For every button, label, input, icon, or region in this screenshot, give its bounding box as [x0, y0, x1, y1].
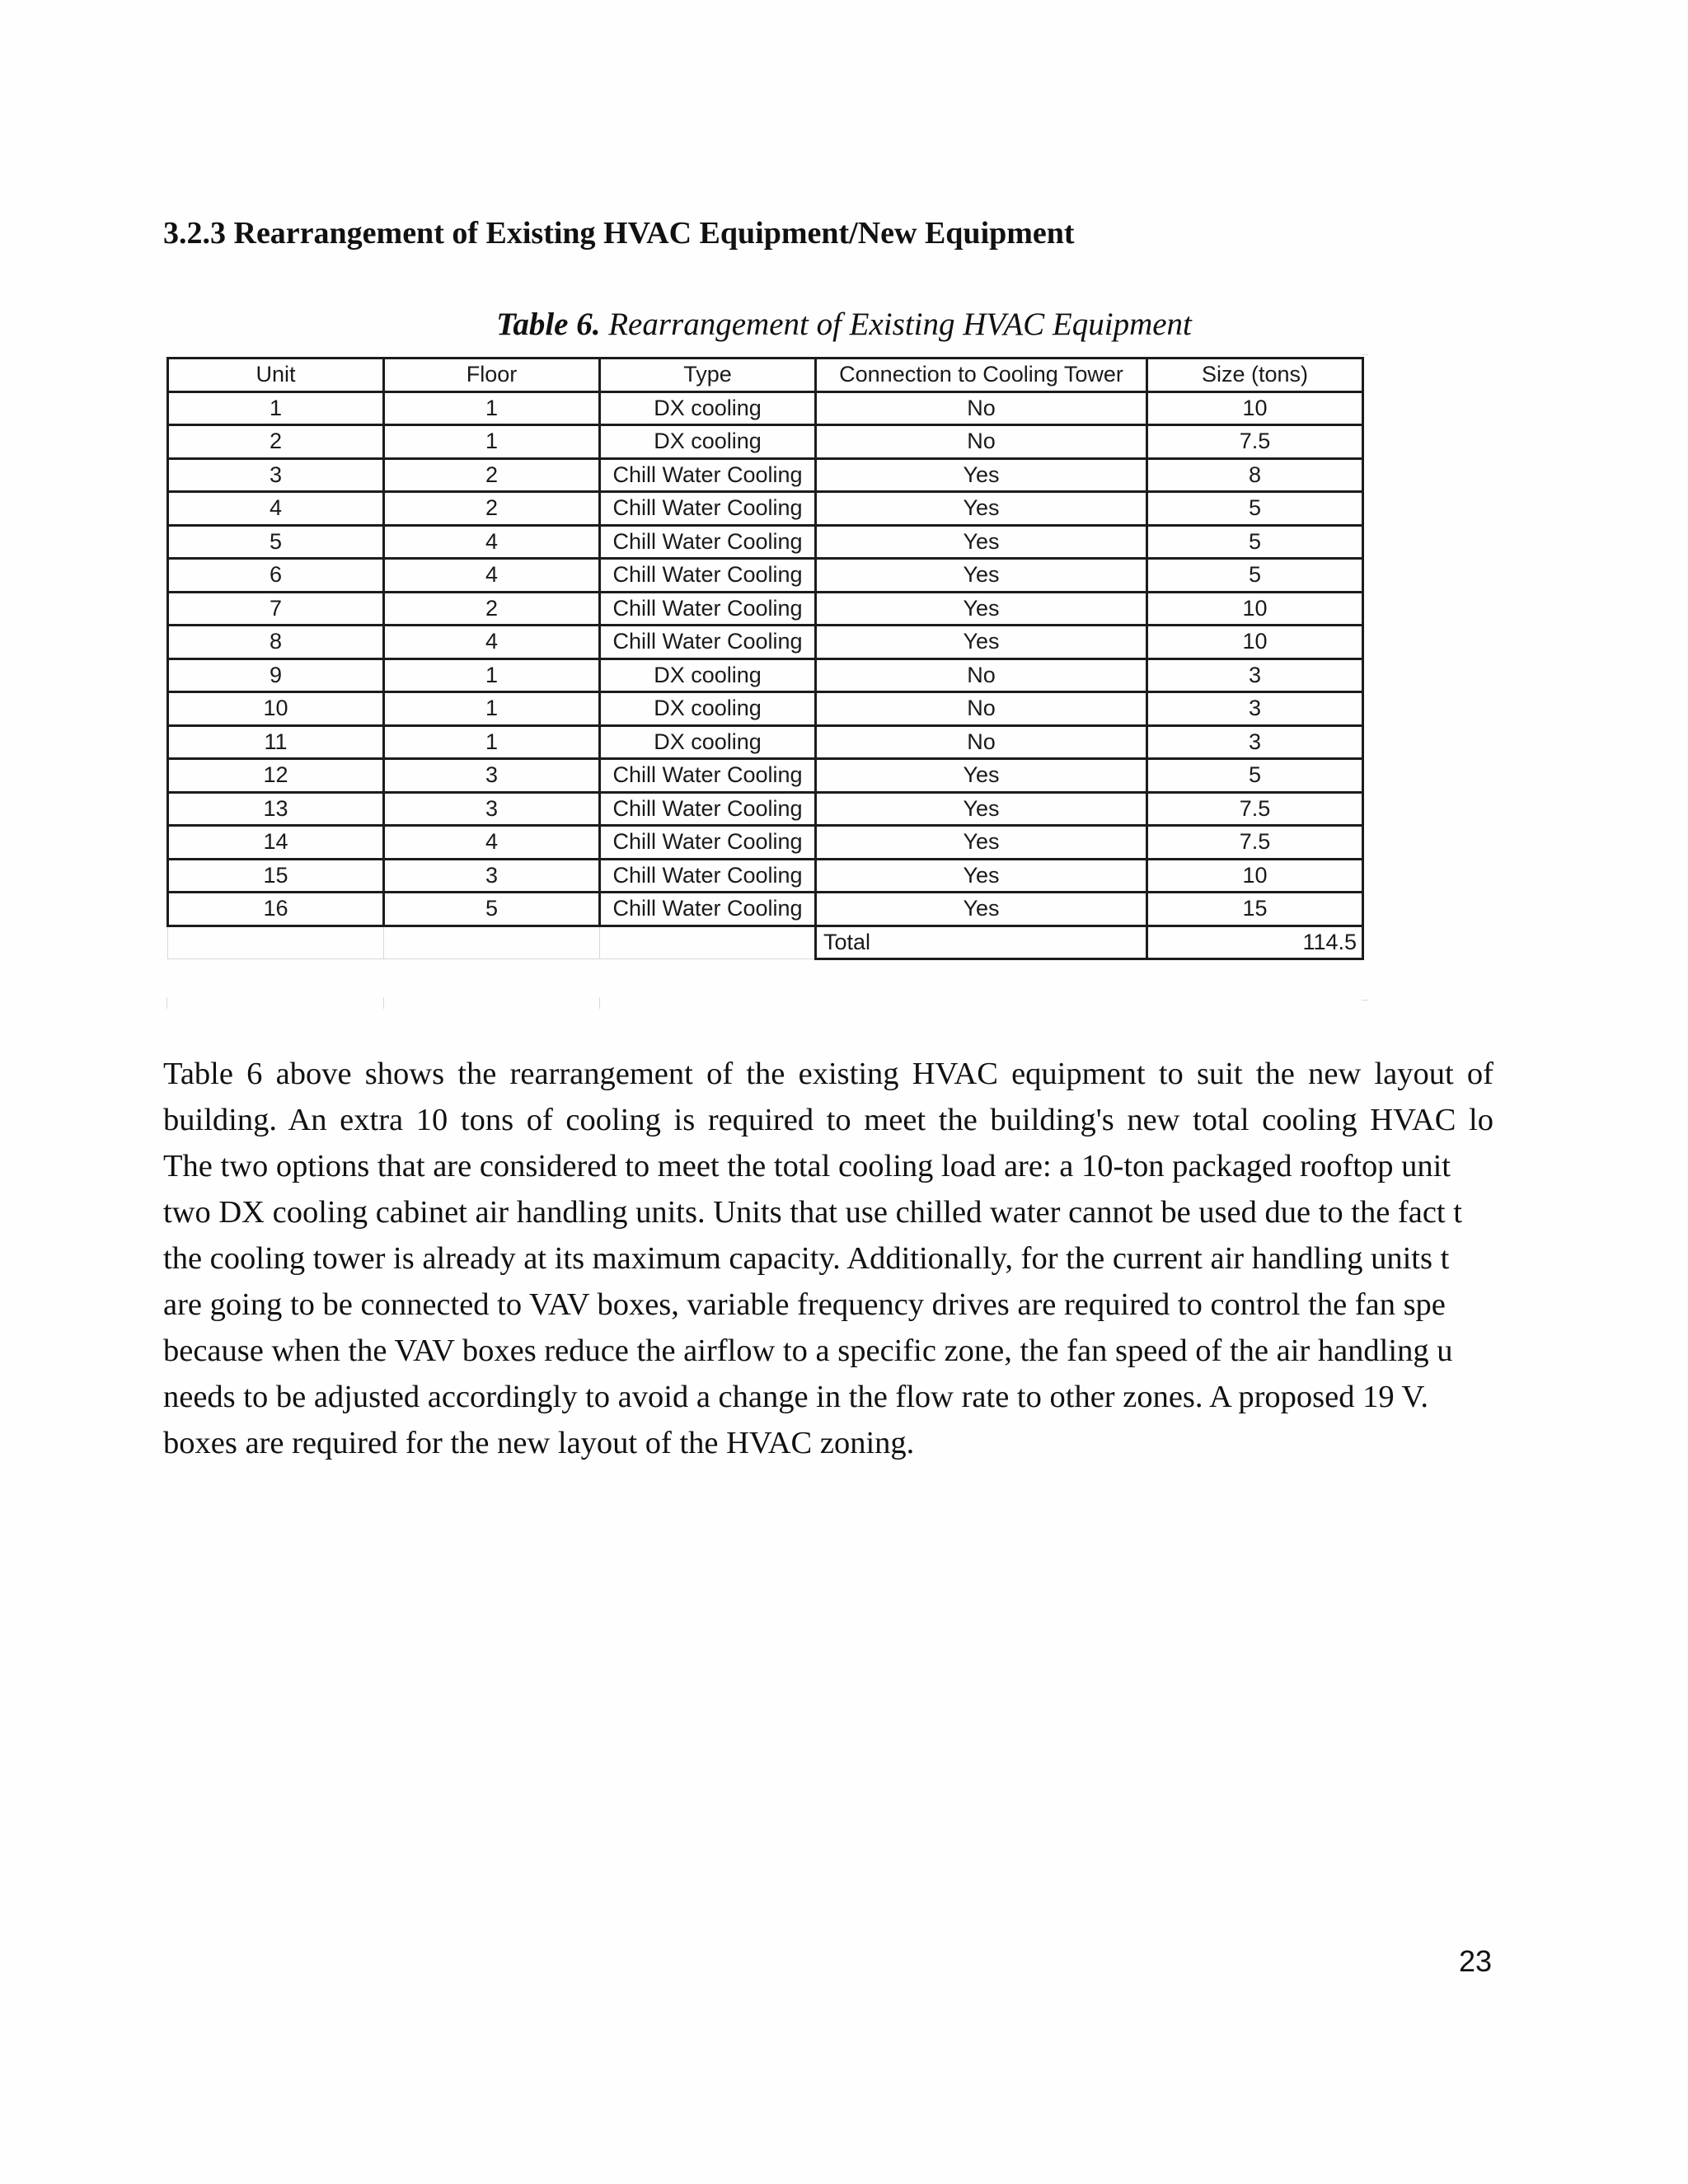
cell-unit: 8 — [168, 626, 384, 659]
table-row — [168, 692, 1363, 726]
cell-type: Chill Water Cooling — [600, 458, 816, 492]
cell-unit: 16 — [168, 893, 384, 926]
cell-size: 10 — [1147, 592, 1363, 626]
cell-size: 15 — [1147, 893, 1363, 926]
table-body — [168, 391, 1363, 926]
cell-floor: 4 — [384, 626, 600, 659]
table-caption-label: Table 6. — [496, 307, 601, 342]
paragraph-line: two DX cooling cabinet air handling units. Units that use chilled water cannot be used due to the fact t — [163, 1195, 1462, 1230]
cell-unit: 2 — [168, 425, 384, 459]
cell-floor: 5 — [384, 893, 600, 926]
cell-connection: Yes — [816, 592, 1147, 626]
cell-floor: 1 — [384, 391, 600, 425]
cell-connection: Yes — [816, 859, 1147, 893]
column-header-floor: Floor — [384, 359, 600, 392]
cell-type: Chill Water Cooling — [600, 525, 816, 559]
cell-type: Chill Water Cooling — [600, 592, 816, 626]
cell-unit: 7 — [168, 592, 384, 626]
cell-size: 7.5 — [1147, 425, 1363, 459]
cell-unit: 13 — [168, 792, 384, 826]
cell-connection: Yes — [816, 626, 1147, 659]
cell-size: 3 — [1147, 658, 1363, 692]
total-label: Total — [816, 926, 1147, 959]
cell-connection: No — [816, 391, 1147, 425]
cell-type: Chill Water Cooling — [600, 792, 816, 826]
spreadsheet-gridline — [1362, 1000, 1368, 1001]
spreadsheet-gridline — [599, 997, 600, 1009]
cell-unit: 12 — [168, 759, 384, 793]
paragraph-line: needs to be adjusted accordingly to avoid a change in the flow rate to other zones. A proposed 19 V. — [163, 1380, 1428, 1414]
paragraph-line: building. An extra 10 tons of cooling is required to meet the building's new total cooling HVAC lo — [163, 1103, 1493, 1137]
table-row — [168, 626, 1363, 659]
cell-floor: 2 — [384, 458, 600, 492]
table-row — [168, 525, 1363, 559]
spreadsheet-gridline — [1362, 354, 1368, 355]
total-row-blank-cell — [168, 926, 384, 959]
cell-size: 10 — [1147, 391, 1363, 425]
table-row — [168, 658, 1363, 692]
cell-floor: 2 — [384, 592, 600, 626]
paragraph-line: the cooling tower is already at its maximum capacity. Additionally, for the current air handling units t — [163, 1241, 1450, 1276]
table-row — [168, 391, 1363, 425]
cell-unit: 1 — [168, 391, 384, 425]
cell-floor: 3 — [384, 859, 600, 893]
cell-type: Chill Water Cooling — [600, 759, 816, 793]
cell-unit: 14 — [168, 826, 384, 860]
cell-size: 3 — [1147, 725, 1363, 759]
total-row — [168, 926, 1363, 959]
cell-type: Chill Water Cooling — [600, 826, 816, 860]
cell-size: 3 — [1147, 692, 1363, 726]
cell-unit: 5 — [168, 525, 384, 559]
table-row — [168, 759, 1363, 793]
table-row — [168, 893, 1363, 926]
cell-connection: Yes — [816, 525, 1147, 559]
table-row — [168, 859, 1363, 893]
spreadsheet-gridline — [383, 997, 384, 1009]
hvac-equipment-table — [166, 357, 1364, 960]
paragraph-line: Table 6 above shows the rearrangement of the existing HVAC equipment to suit the new layout of — [163, 1057, 1493, 1091]
cell-type: Chill Water Cooling — [600, 492, 816, 526]
cell-size: 7.5 — [1147, 826, 1363, 860]
cell-connection: No — [816, 425, 1147, 459]
cell-size: 5 — [1147, 492, 1363, 526]
total-row-blank-cell — [384, 926, 600, 959]
paragraph-line: are going to be connected to VAV boxes, variable frequency drives are required to control the fan spe — [163, 1287, 1446, 1322]
cell-type: DX cooling — [600, 725, 816, 759]
cell-connection: No — [816, 658, 1147, 692]
table-row — [168, 425, 1363, 459]
body-paragraph — [163, 1051, 1688, 1466]
cell-connection: Yes — [816, 792, 1147, 826]
cell-unit: 6 — [168, 559, 384, 593]
cell-floor: 4 — [384, 525, 600, 559]
cell-size: 8 — [1147, 458, 1363, 492]
column-header-unit: Unit — [168, 359, 384, 392]
cell-type: DX cooling — [600, 391, 816, 425]
paragraph-line: The two options that are considered to meet the total cooling load are: a 10-ton packaged rooftop unit — [163, 1149, 1451, 1183]
paragraph-line: because when the VAV boxes reduce the airflow to a specific zone, the fan speed of the air handling u — [163, 1333, 1453, 1368]
table-row — [168, 826, 1363, 860]
page-number: 23 — [1458, 1944, 1492, 1978]
cell-connection: Yes — [816, 759, 1147, 793]
cell-type: Chill Water Cooling — [600, 859, 816, 893]
cell-connection: Yes — [816, 559, 1147, 593]
cell-type: Chill Water Cooling — [600, 559, 816, 593]
cell-floor: 4 — [384, 559, 600, 593]
cell-type: DX cooling — [600, 692, 816, 726]
cell-unit: 10 — [168, 692, 384, 726]
cell-unit: 4 — [168, 492, 384, 526]
cell-size: 10 — [1147, 626, 1363, 659]
cell-floor: 2 — [384, 492, 600, 526]
cell-connection: Yes — [816, 826, 1147, 860]
column-header-size: Size (tons) — [1147, 359, 1363, 392]
table-row — [168, 492, 1363, 526]
cell-type: DX cooling — [600, 658, 816, 692]
table-row — [168, 592, 1363, 626]
cell-connection: Yes — [816, 492, 1147, 526]
cell-floor: 3 — [384, 759, 600, 793]
cell-size: 5 — [1147, 559, 1363, 593]
table-row — [168, 559, 1363, 593]
cell-type: Chill Water Cooling — [600, 893, 816, 926]
cell-unit: 15 — [168, 859, 384, 893]
cell-unit: 3 — [168, 458, 384, 492]
column-header-connection: Connection to Cooling Tower — [816, 359, 1147, 392]
cell-size: 5 — [1147, 759, 1363, 793]
paragraph-line: boxes are required for the new layout of the HVAC zoning. — [163, 1426, 915, 1460]
table-caption — [0, 303, 1688, 346]
cell-floor: 1 — [384, 658, 600, 692]
table-row — [168, 725, 1363, 759]
cell-floor: 1 — [384, 692, 600, 726]
cell-unit: 11 — [168, 725, 384, 759]
cell-connection: No — [816, 692, 1147, 726]
total-row-blank-cell — [600, 926, 816, 959]
cell-size: 10 — [1147, 859, 1363, 893]
cell-connection: Yes — [816, 893, 1147, 926]
table-row — [168, 792, 1363, 826]
cell-type: Chill Water Cooling — [600, 626, 816, 659]
cell-floor: 3 — [384, 792, 600, 826]
cell-floor: 1 — [384, 725, 600, 759]
section-heading: 3.2.3 Rearrangement of Existing HVAC Equipment/New Equipment — [163, 216, 1075, 251]
cell-floor: 4 — [384, 826, 600, 860]
table-header-row — [168, 359, 1363, 392]
cell-size: 5 — [1147, 525, 1363, 559]
column-header-type: Type — [600, 359, 816, 392]
table-row — [168, 458, 1363, 492]
cell-unit: 9 — [168, 658, 384, 692]
cell-connection: No — [816, 725, 1147, 759]
spreadsheet-gridline — [166, 997, 167, 1009]
cell-size: 7.5 — [1147, 792, 1363, 826]
total-value: 114.5 — [1147, 926, 1363, 959]
cell-connection: Yes — [816, 458, 1147, 492]
cell-type: DX cooling — [600, 425, 816, 459]
table-caption-text: Rearrangement of Existing HVAC Equipment — [608, 307, 1192, 342]
cell-floor: 1 — [384, 425, 600, 459]
